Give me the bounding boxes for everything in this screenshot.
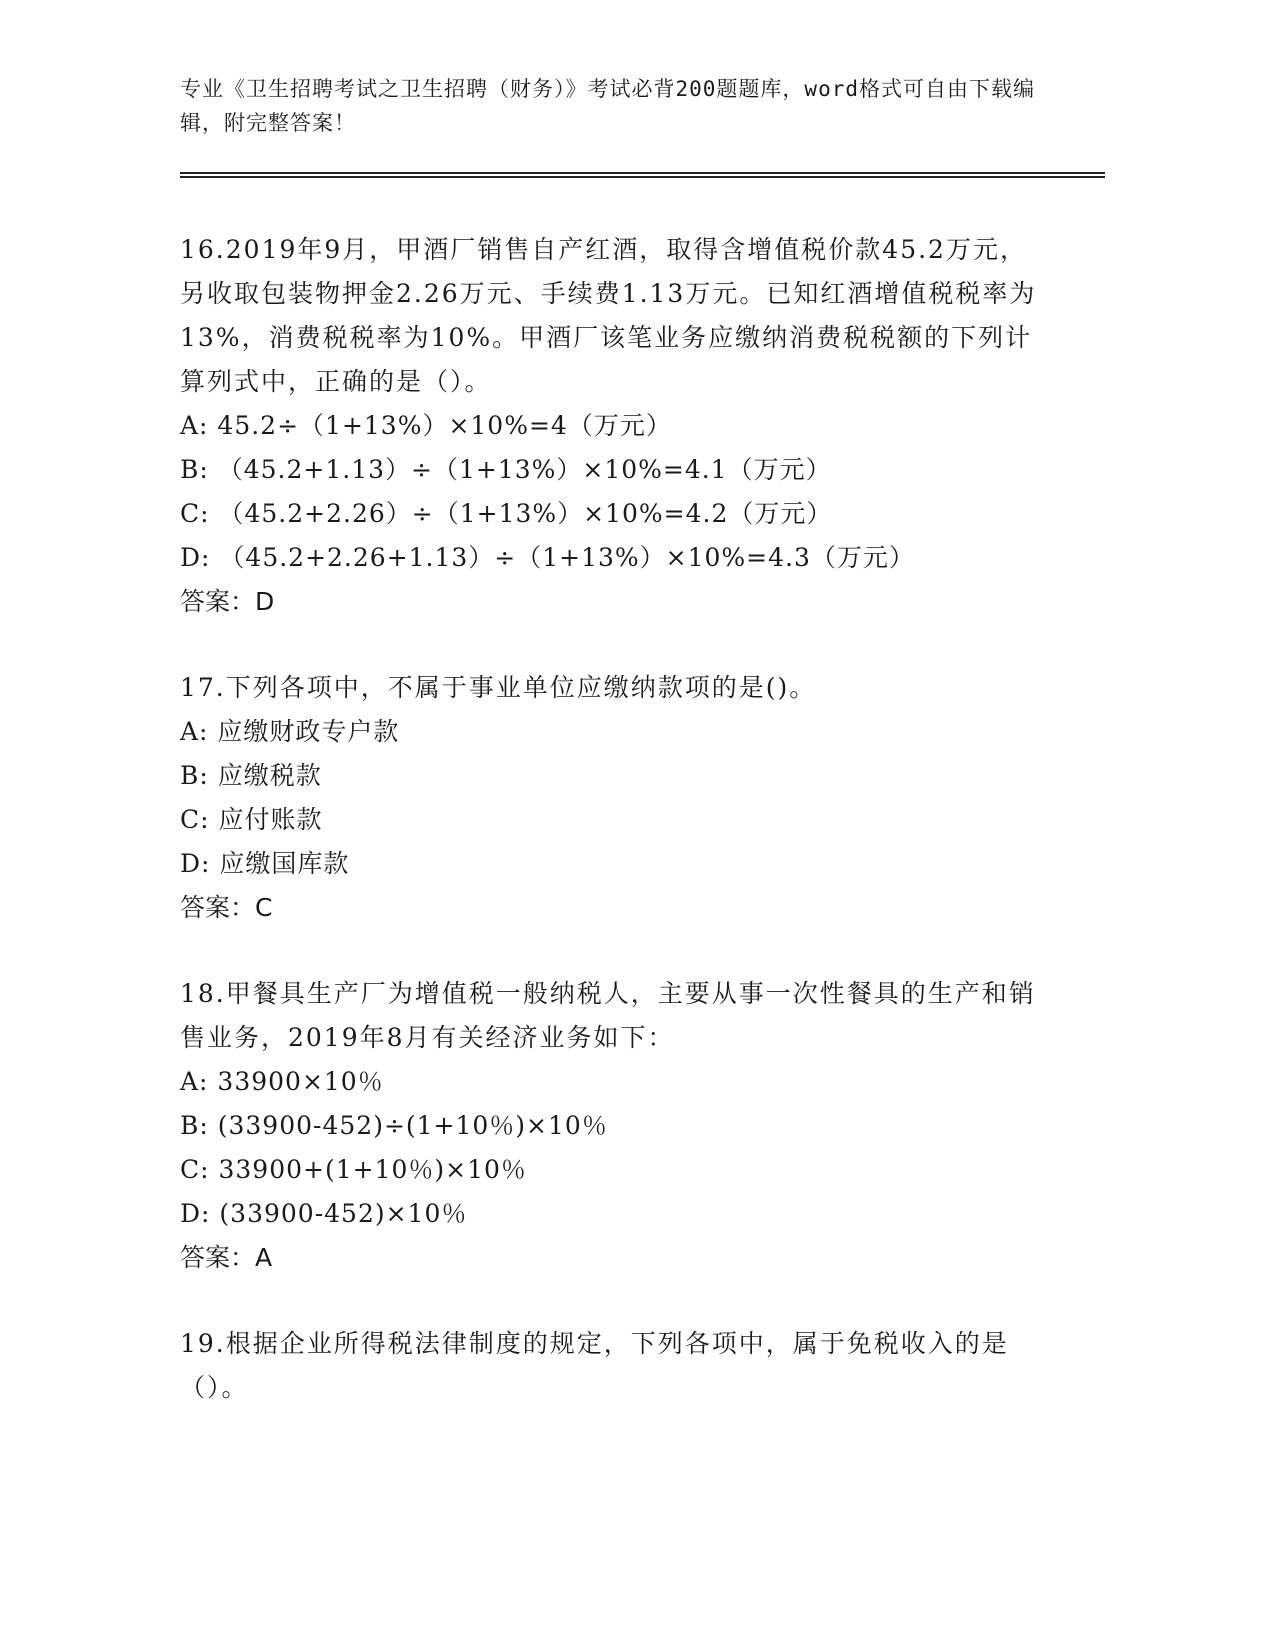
question-list xyxy=(180,228,1050,1452)
answer-line: 答案：C xyxy=(180,893,273,922)
option-a: A: 应缴财政专户款 xyxy=(180,717,400,746)
question-stem: 18.甲餐具生产厂为增值税一般纳税人，主要从事一次性餐具的生产和销售业务，2019年8月有关经济业务如下： xyxy=(180,979,1036,1052)
option-d: D: （45.2+2.26+1.13）÷（1+13%）×10%=4.3（万元） xyxy=(180,543,915,572)
option-b: B: 应缴税款 xyxy=(180,761,322,790)
option-a: A: 45.2÷（1+13%）×10%=4（万元） xyxy=(180,411,672,440)
option-c: C: 33900+(1+10％)×10％ xyxy=(180,1155,527,1184)
question-stem: 17.下列各项中，不属于事业单位应缴纳款项的是()。 xyxy=(180,673,817,702)
option-a: A: 33900×10％ xyxy=(180,1067,384,1096)
answer-line: 答案：D xyxy=(180,587,275,616)
document-header: 专业《卫生招聘考试之卫生招聘（财务）》考试必背200题题库，word格式可自由下载编辑，附完整答案！ xyxy=(180,77,1035,135)
option-d: D: (33900-452)×10％ xyxy=(180,1199,468,1228)
question-19 xyxy=(180,1322,1050,1410)
question-17 xyxy=(180,666,1050,930)
header-divider xyxy=(180,172,1105,178)
option-b: B: (33900-452)÷(1+10％)×10％ xyxy=(180,1111,608,1140)
option-c: C: 应付账款 xyxy=(180,805,323,834)
question-18 xyxy=(180,972,1050,1280)
answer-line: 答案：A xyxy=(180,1243,273,1272)
option-b: B: （45.2+1.13）÷（1+13%）×10%=4.1（万元） xyxy=(180,455,832,484)
option-d: D: 应缴国库款 xyxy=(180,849,350,878)
question-16 xyxy=(180,228,1050,624)
question-stem: 16.2019年9月，甲酒厂销售自产红酒，取得含增值税价款45.2万元，另收取包装物押金2.26万元、手续费1.13万元。已知红酒增值税税率为13%，消费税税率为10%。甲酒厂该笔业务应缴纳消费税税额的下列计算列式中，正确的是（）。 xyxy=(180,235,1037,396)
question-stem: 19.根据企业所得税法律制度的规定，下列各项中，属于免税收入的是（）。 xyxy=(180,1329,1009,1402)
option-c: C: （45.2+2.26）÷（1+13%）×10%=4.2（万元） xyxy=(180,499,833,528)
